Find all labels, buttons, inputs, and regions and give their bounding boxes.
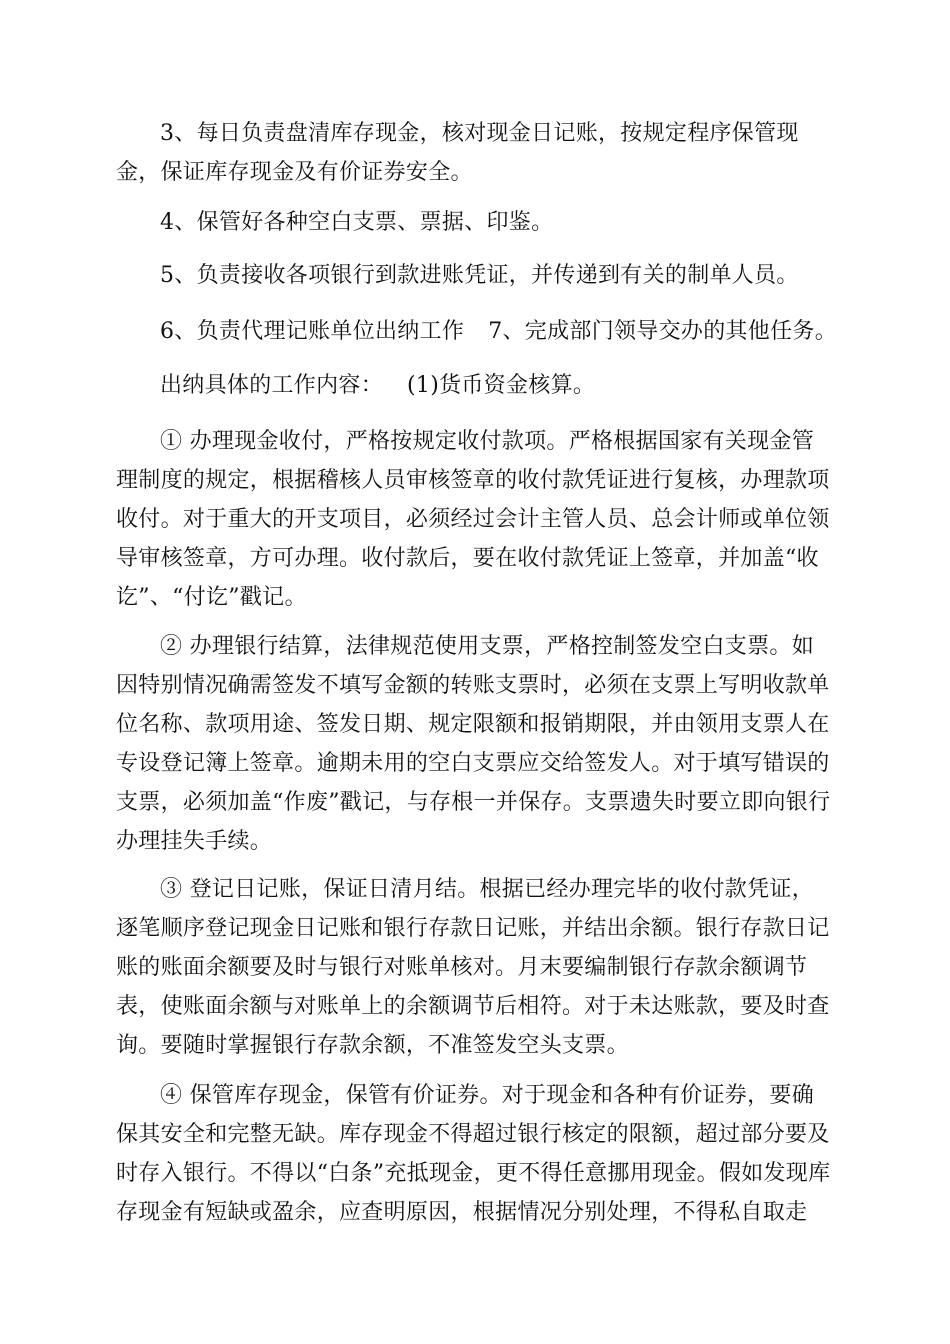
item-6-text: 6、负责代理记账单位出纳工作: [160, 319, 465, 344]
section-1-title: (1)货币资金核算。: [407, 373, 596, 398]
paragraph-journal: ③ 登记日记账，保证日清月结。根据已经办理完毕的收付款凭证，逐笔顺序登记现金日记账和银行存款日记账，并结出余额。银行存款日记账的账面余额要及时与银行对账单核对。月末要编制银行存款余额调节表，使账面余额与对账单上的余额调节后相符。对于未达账款，要及时查询。要随时掌握银行存款余额，不准签发空头支票。: [116, 877, 830, 1058]
paragraph-bank-settlement: ② 办理银行结算，法律规范使用支票，严格控制签发空白支票。如因特别情况确需签发不填写金额的转账支票时，必须在支票上写明收款单位名称、款项用途、签发日期、规定限额和报销期限，并由领用支票人在专设登记簿上签章。逾期未用的空白支票应交给签发人。对于填写错误的支票，必须加盖“作废”戳记，与存根一并保存。支票遗失时要立即向银行办理挂失手续。: [116, 634, 831, 854]
paragraph-items-6-7: [116, 312, 836, 351]
paragraph-cash-receipts: ① 办理现金收付，严格按规定收付款项。严格根据国家有关现金管理制度的规定，根据稽核人员审核签章的收付款凭证进行复核，办理款项收付。对于重大的开支项目，必须经过会计主管人员、总会计师或单位领导审核签章，方可办理。收付款后，要在收付款凭证上签章，并加盖“收讫”、“付讫”戳记。: [116, 429, 830, 610]
work-content-heading: [116, 366, 836, 405]
paragraph-item-3: 3、每日负责盘清库存现金，核对现金日记账，按规定程序保管现金，保证库存现金及有价证券安全。: [116, 121, 799, 185]
paragraph-item-4: 4、保管好各种空白支票、票据、印鉴。: [160, 210, 554, 235]
item-7-text: 7、完成部门领导交办的其他任务。: [488, 319, 838, 344]
paragraph-cash-custody: ④ 保管库存现金，保管有价证券。对于现金和各种有价证券，要确保其安全和完整无缺。库存现金不得超过银行核定的限额，超过部分要及时存入银行。不得以“白条”充抵现金，更不得任意挪用现金。假如发现库存现金有短缺或盈余，应查明原因，根据情况分别处理，不得私自取走: [116, 1083, 831, 1225]
work-content-label: 出纳具体的工作内容：: [160, 373, 384, 398]
paragraph-item-5: 5、负责接收各项银行到款进账凭证，并传递到有关的制单人员。: [160, 263, 799, 288]
